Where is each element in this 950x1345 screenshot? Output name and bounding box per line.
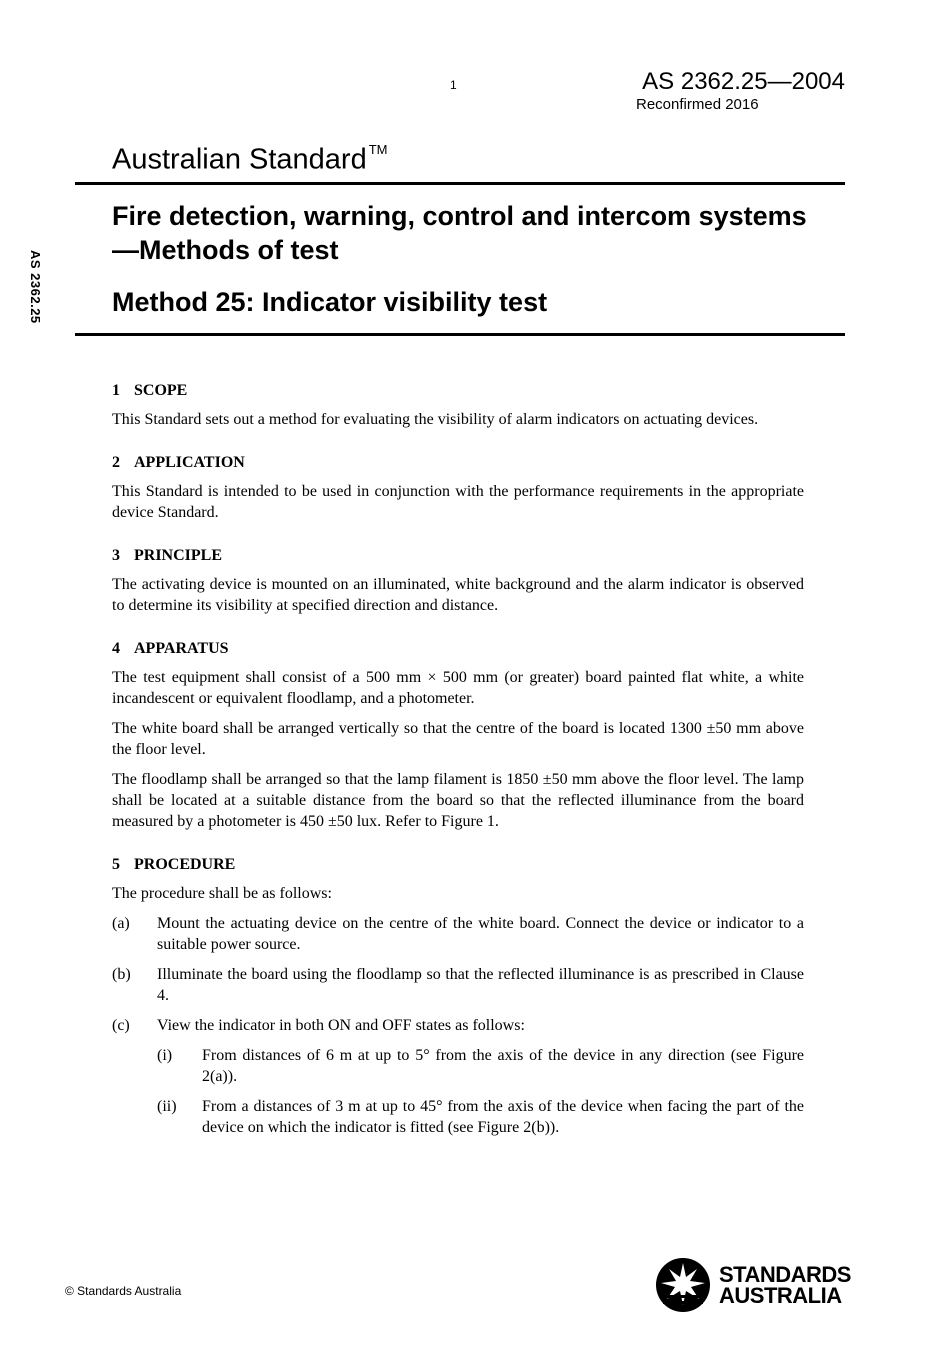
section-heading (112, 638, 804, 659)
section-apparatus (112, 638, 804, 832)
list-text: View the indicator in both ON and OFF states as follows: (157, 1017, 525, 1034)
paragraph: This Standard sets out a method for evaluating the visibility of alarm indicators on actuating devices. (112, 411, 759, 428)
section-title: APPARATUS (134, 640, 229, 657)
section-title: PROCEDURE (134, 856, 236, 873)
brand-line (112, 134, 388, 180)
main-title: Fire detection, warning, control and intercom systems—Methods of test (112, 201, 807, 265)
section-title: PRINCIPLE (134, 547, 223, 564)
logo-line-1: STANDARDS (719, 1262, 851, 1287)
footer-copyright: © Standards Australia (65, 1284, 182, 1298)
sublist-item (157, 1045, 804, 1087)
list-marker: (a) (112, 915, 130, 932)
section-scope (112, 380, 804, 430)
reconfirmed-note: Reconfirmed 2016 (636, 96, 759, 113)
section-number: 3 (112, 547, 120, 564)
list-item (112, 964, 804, 1006)
list-marker: (i) (157, 1047, 173, 1064)
logo-text (719, 1264, 851, 1306)
list-marker: (ii) (157, 1098, 177, 1115)
page-number: 1 (450, 78, 457, 92)
paragraph: This Standard is intended to be used in conjunction with the performance requirements in the appropriate device Standard. (112, 483, 804, 521)
paragraph: The test equipment shall consist of a 500 mm × 500 mm (or greater) board painted flat white, a white incandescent or equivalent floodlamp, and a photometer. (112, 669, 804, 707)
section-number: 5 (112, 856, 120, 873)
side-code: AS 2362.25 (28, 250, 43, 324)
section-principle (112, 545, 804, 616)
section-number: 2 (112, 454, 120, 471)
paragraph: The procedure shall be as follows: (112, 885, 332, 902)
section-number: 4 (112, 640, 120, 657)
paragraph: The floodlamp shall be arranged so that the lamp filament is 1850 ±50 mm above the floor level. The lamp shall be located at a suitable distance from the board so that the reflected illuminance from the board measured by a photometer is 450 ±50 lux. Refer to Figure 1. (112, 771, 804, 830)
section-heading (112, 380, 804, 401)
trademark: TM (368, 142, 388, 157)
section-title: SCOPE (134, 382, 188, 399)
star-logo-icon (655, 1257, 711, 1313)
standard-number: AS 2362.25—2004 (642, 68, 845, 95)
list-text: From distances of 6 m at up to 5° from the axis of the device in any direction (see Figure 2(a)). (202, 1047, 804, 1085)
brand-name: Australian Standard (112, 143, 367, 176)
section-heading (112, 854, 804, 875)
section-application (112, 452, 804, 523)
bottom-rule (75, 333, 845, 336)
section-heading (112, 545, 804, 566)
list-text: Mount the actuating device on the centre of the white board. Connect the device or indicator to a suitable power source. (157, 915, 804, 953)
list-marker: (b) (112, 966, 131, 983)
paragraph: The activating device is mounted on an illuminated, white background and the alarm indicator is observed to determine its visibility at specified direction and distance. (112, 576, 804, 614)
section-heading (112, 452, 804, 473)
logo-line-2: AUSTRALIA (719, 1283, 842, 1308)
list-marker: (c) (112, 1017, 130, 1034)
section-procedure (112, 854, 804, 1138)
sublist-item (157, 1096, 804, 1138)
list-text: Illuminate the board using the floodlamp so that the reflected illuminance is as prescribed in Clause 4. (157, 966, 804, 1004)
list-item (112, 1015, 804, 1036)
top-rule (75, 182, 845, 185)
method-title: Method 25: Indicator visibility test (112, 287, 548, 317)
list-text: From a distances of 3 m at up to 45° from the axis of the device when facing the part of the device on which the indicator is fitted (see Figure 2(b)). (202, 1098, 804, 1136)
paragraph: The white board shall be arranged vertically so that the centre of the board is located 1300 ±50 mm above the floor level. (112, 720, 804, 758)
standards-australia-logo (655, 1257, 851, 1313)
list-item (112, 913, 804, 955)
document-body (112, 380, 804, 1160)
section-title: APPLICATION (134, 454, 245, 471)
sublist (157, 1045, 804, 1138)
section-number: 1 (112, 382, 120, 399)
